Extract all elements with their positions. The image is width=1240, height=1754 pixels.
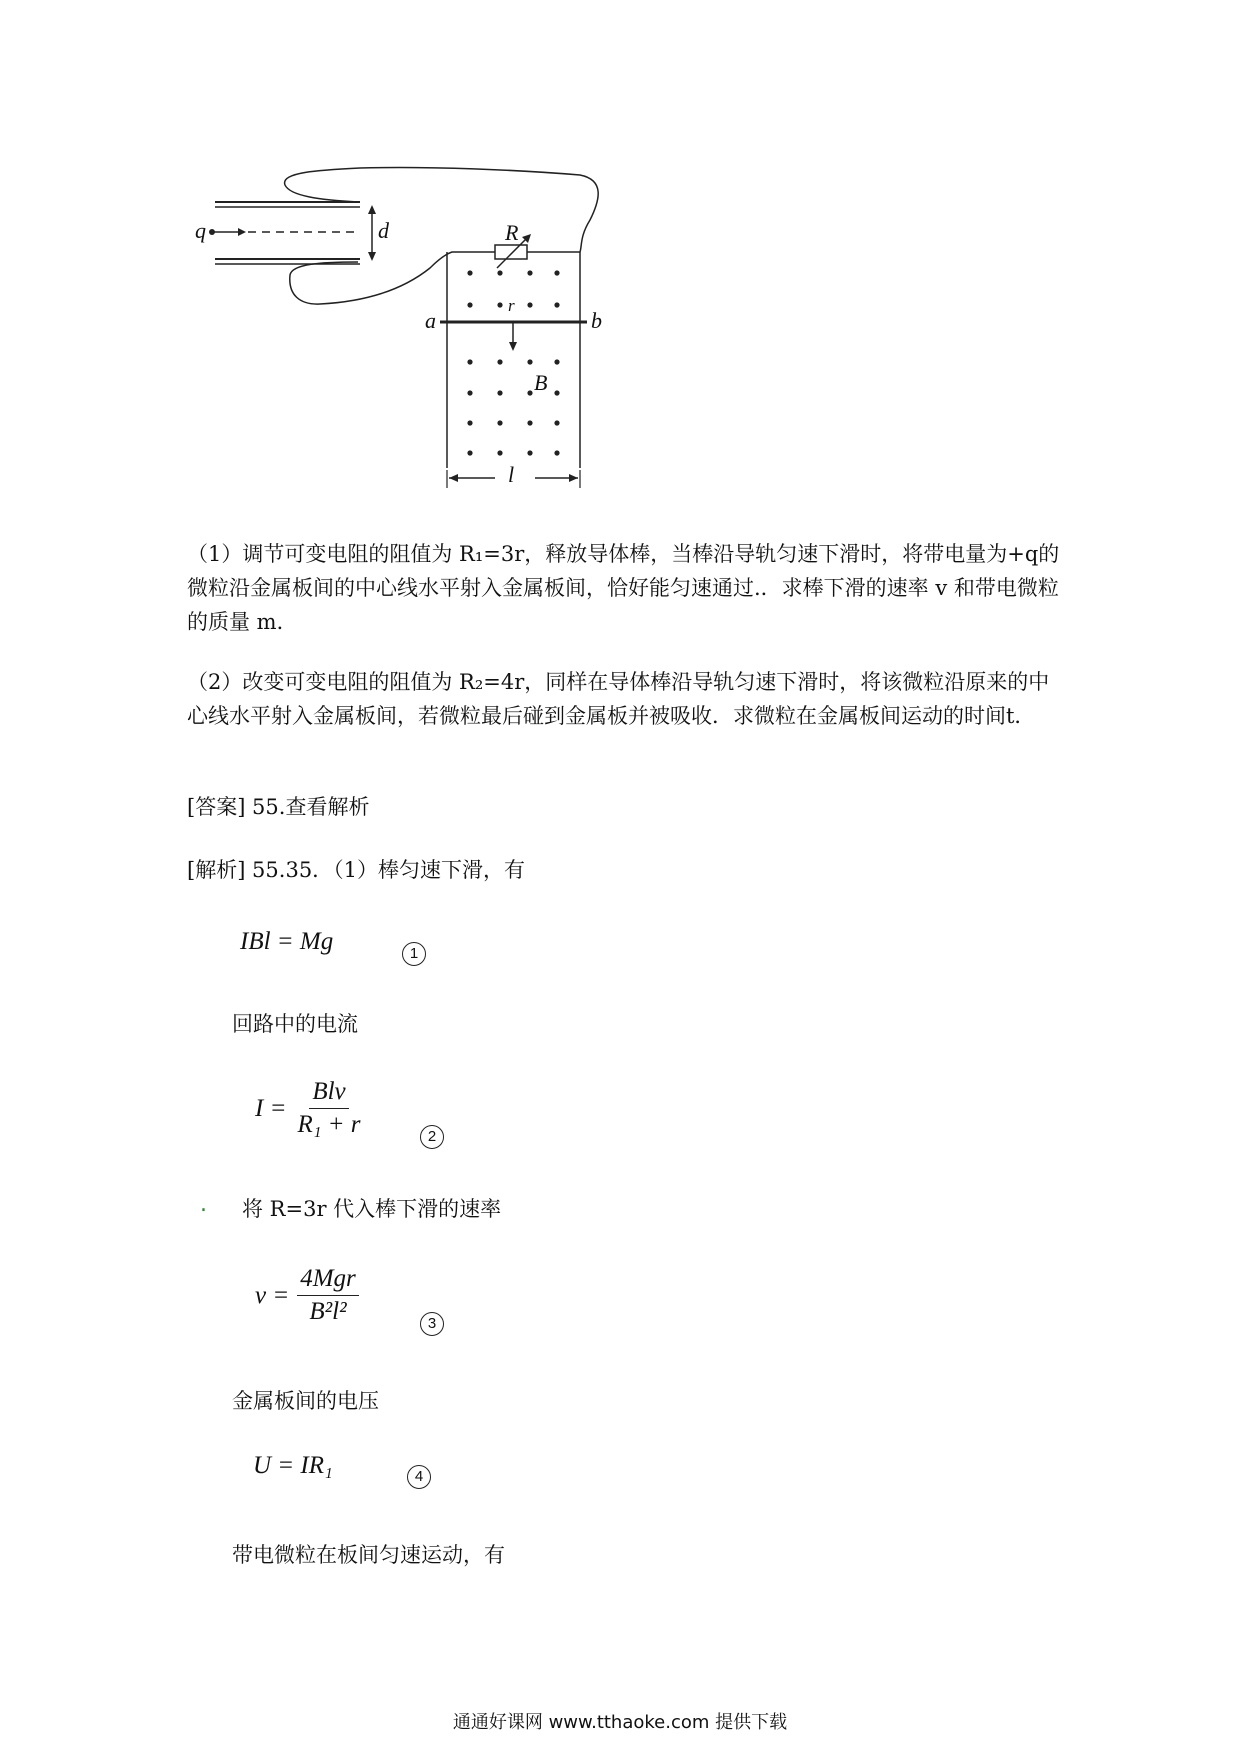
question-part2: （2）改变可变电阻的阻值为 R₂=4r，同样在导体棒沿导轨匀速下滑时，将该微粒沿原来的中心线水平射入金属板间，若微粒最后碰到金属板并被吸收．求微粒在金属板间运动的时间t． — [187, 670, 1050, 728]
equation-3-lhs: v = — [255, 1281, 290, 1309]
equation-4: U = IR₁ — [253, 1452, 333, 1479]
equation-3-denominator: B²l² — [309, 1298, 347, 1325]
label-B: B — [534, 370, 548, 395]
equation-3-numerator: 4Mgr — [297, 1265, 359, 1296]
circuit-diagram — [0, 0, 1240, 520]
green-dot: . — [200, 1192, 207, 1217]
equation-2 — [255, 1078, 364, 1139]
substitute-line: 将 R=3r 代入棒下滑的速率 — [242, 1197, 502, 1221]
answer-line: [答案] 55.查看解析 — [187, 795, 370, 819]
page-footer: 通通好课网 www.tthaoke.com 提供下载 — [452, 1712, 788, 1733]
voltage-line: 金属板间的电压 — [232, 1389, 379, 1413]
equation-2-fraction — [294, 1078, 363, 1139]
upper-wire — [285, 167, 599, 252]
equation-2-denominator: R₁ + r — [297, 1111, 361, 1138]
current-line: 回路中的电流 — [232, 1012, 358, 1036]
label-l: l — [508, 462, 515, 487]
equation-number-3: 3 — [420, 1312, 444, 1336]
equation-number-2: 2 — [420, 1125, 444, 1149]
equation-1: IBl = Mg — [240, 928, 334, 955]
label-b: b — [591, 308, 602, 333]
equation-3 — [255, 1265, 359, 1326]
label-a: a — [425, 308, 436, 333]
variable-resistor — [495, 245, 527, 259]
motion-line: 带电微粒在板间匀速运动，有 — [232, 1543, 505, 1567]
label-r: r — [508, 296, 515, 315]
label-R: R — [505, 220, 519, 245]
equation-3-fraction — [297, 1265, 359, 1326]
label-q: q — [195, 218, 206, 243]
equation-2-lhs: I = — [255, 1094, 287, 1122]
question-part1: （1）调节可变电阻的阻值为 R₁=3r，释放导体棒，当棒沿导轨匀速下滑时，将带电量为+q的微粒沿金属板间的中心线水平射入金属板间，恰好能匀速通过.．求棒下滑的速率 v 和带电微粒的质量 m． — [187, 542, 1060, 634]
analysis-intro: [解析] 55.35．（1）棒匀速下滑，有 — [187, 858, 526, 882]
equation-2-numerator: Blv — [309, 1078, 348, 1109]
label-d: d — [378, 218, 389, 243]
equation-number-1: 1 — [402, 942, 426, 966]
equation-number-4: 4 — [407, 1465, 431, 1489]
